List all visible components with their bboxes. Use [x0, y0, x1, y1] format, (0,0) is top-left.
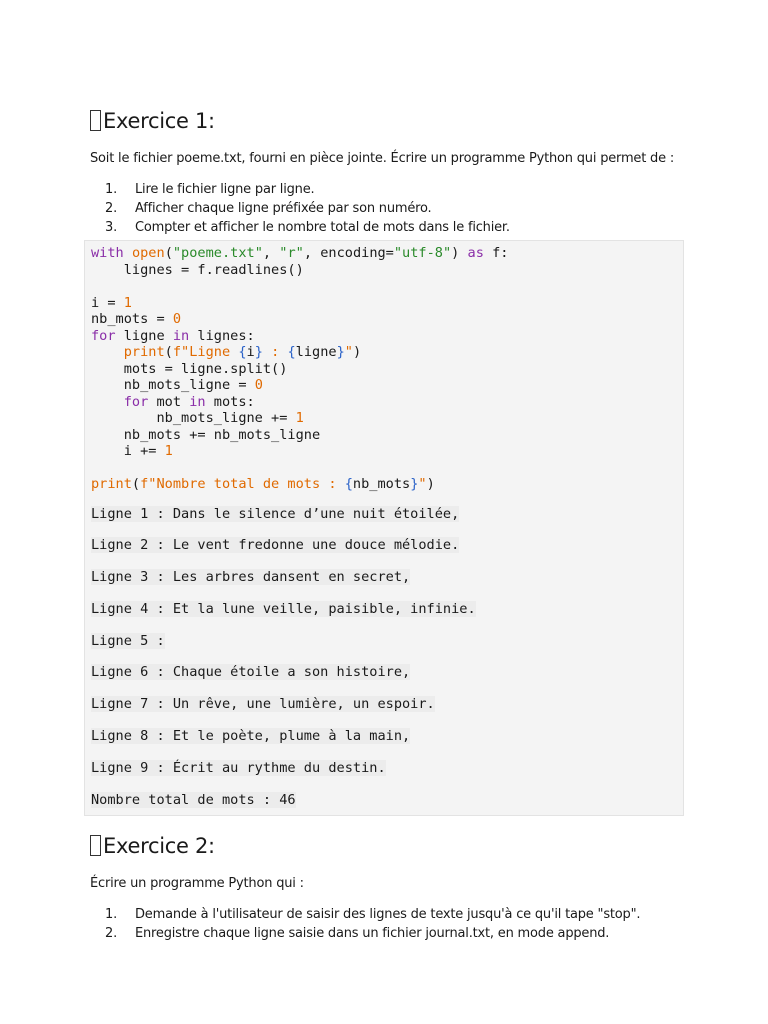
code-line: mots = ligne.split() [91, 360, 288, 377]
exercise-2-title: Exercice 2: [90, 831, 684, 861]
output-line: Ligne 9 : Écrit au rythme du destin. [91, 759, 386, 776]
code-line: nb_mots_ligne = 0 [91, 377, 263, 393]
code-line: i = 1 [91, 294, 132, 311]
exercise-2-intro: Écrire un programme Python qui : [90, 875, 304, 891]
exercise-1-title: Exercice 1: [90, 106, 684, 136]
code-block [84, 240, 684, 816]
output-line: Nombre total de mots : 46 [91, 791, 296, 808]
code-line [91, 278, 677, 295]
exercise-1-intro: Soit le fichier poeme.txt, fourni en pièce jointe. Écrire un programme Python qui permet de : [90, 151, 675, 166]
exercise-2-section [90, 831, 684, 943]
list-item: 3. Compter et afficher le nombre total de mots dans le fichier. [105, 220, 510, 235]
code-line: with open("poeme.txt", "r", encoding="utf-8") as f: [91, 245, 509, 261]
output-line: Ligne 3 : Les arbres dansent en secret, [91, 569, 411, 586]
output-line: Ligne 2 : Le vent fredonne une douce mélodie. [91, 537, 460, 554]
exercise-1-section [90, 106, 684, 816]
list-item: 2. Afficher chaque ligne préfixée par son numéro. [105, 201, 432, 216]
list-item: 1. Demande à l'utilisateur de saisir des lignes de texte jusqu'à ce qu'il tape "stop". [105, 906, 641, 922]
code-line: nb_mots_ligne += 1 [91, 410, 304, 426]
exercise-2-steps [90, 905, 684, 943]
list-item: 2. Enregistre chaque ligne saisie dans un fichier journal.txt, en mode append. [105, 925, 610, 941]
program-output [91, 505, 677, 809]
code-line: for mot in mots: [123, 393, 255, 410]
output-line: Ligne 8 : Et le poète, plume à la main, [91, 728, 411, 745]
list-item: 1. Lire le fichier ligne par ligne. [105, 182, 315, 197]
exercise-1-steps [90, 180, 684, 237]
output-line: Ligne 4 : Et la lune veille, paisible, infinie. [91, 600, 476, 617]
code-line: nb_mots += nb_mots_ligne [91, 426, 321, 443]
code-line: i += 1 [91, 443, 173, 459]
output-line: Ligne 5 : [91, 632, 165, 649]
output-line: Ligne 6 : Chaque étoile a son histoire, [91, 664, 411, 681]
output-line: Ligne 7 : Un rêve, une lumière, un espoir. [91, 696, 435, 713]
code-line [91, 460, 677, 477]
code-line: print(f"Ligne {i} : {ligne}") [123, 344, 362, 360]
python-source-code [91, 245, 677, 493]
document-page [90, 106, 684, 943]
code-line: print(f"Nombre total de mots : {nb_mots}") [91, 476, 435, 492]
code-line: lignes = f.readlines() [91, 261, 304, 278]
code-line: nb_mots = 0 [91, 311, 182, 327]
code-line: for ligne in lignes: [91, 327, 255, 344]
output-line: Ligne 1 : Dans le silence d’une nuit étoilée, [91, 505, 460, 522]
missing-glyph-icon [90, 835, 101, 856]
missing-glyph-icon [90, 110, 101, 131]
